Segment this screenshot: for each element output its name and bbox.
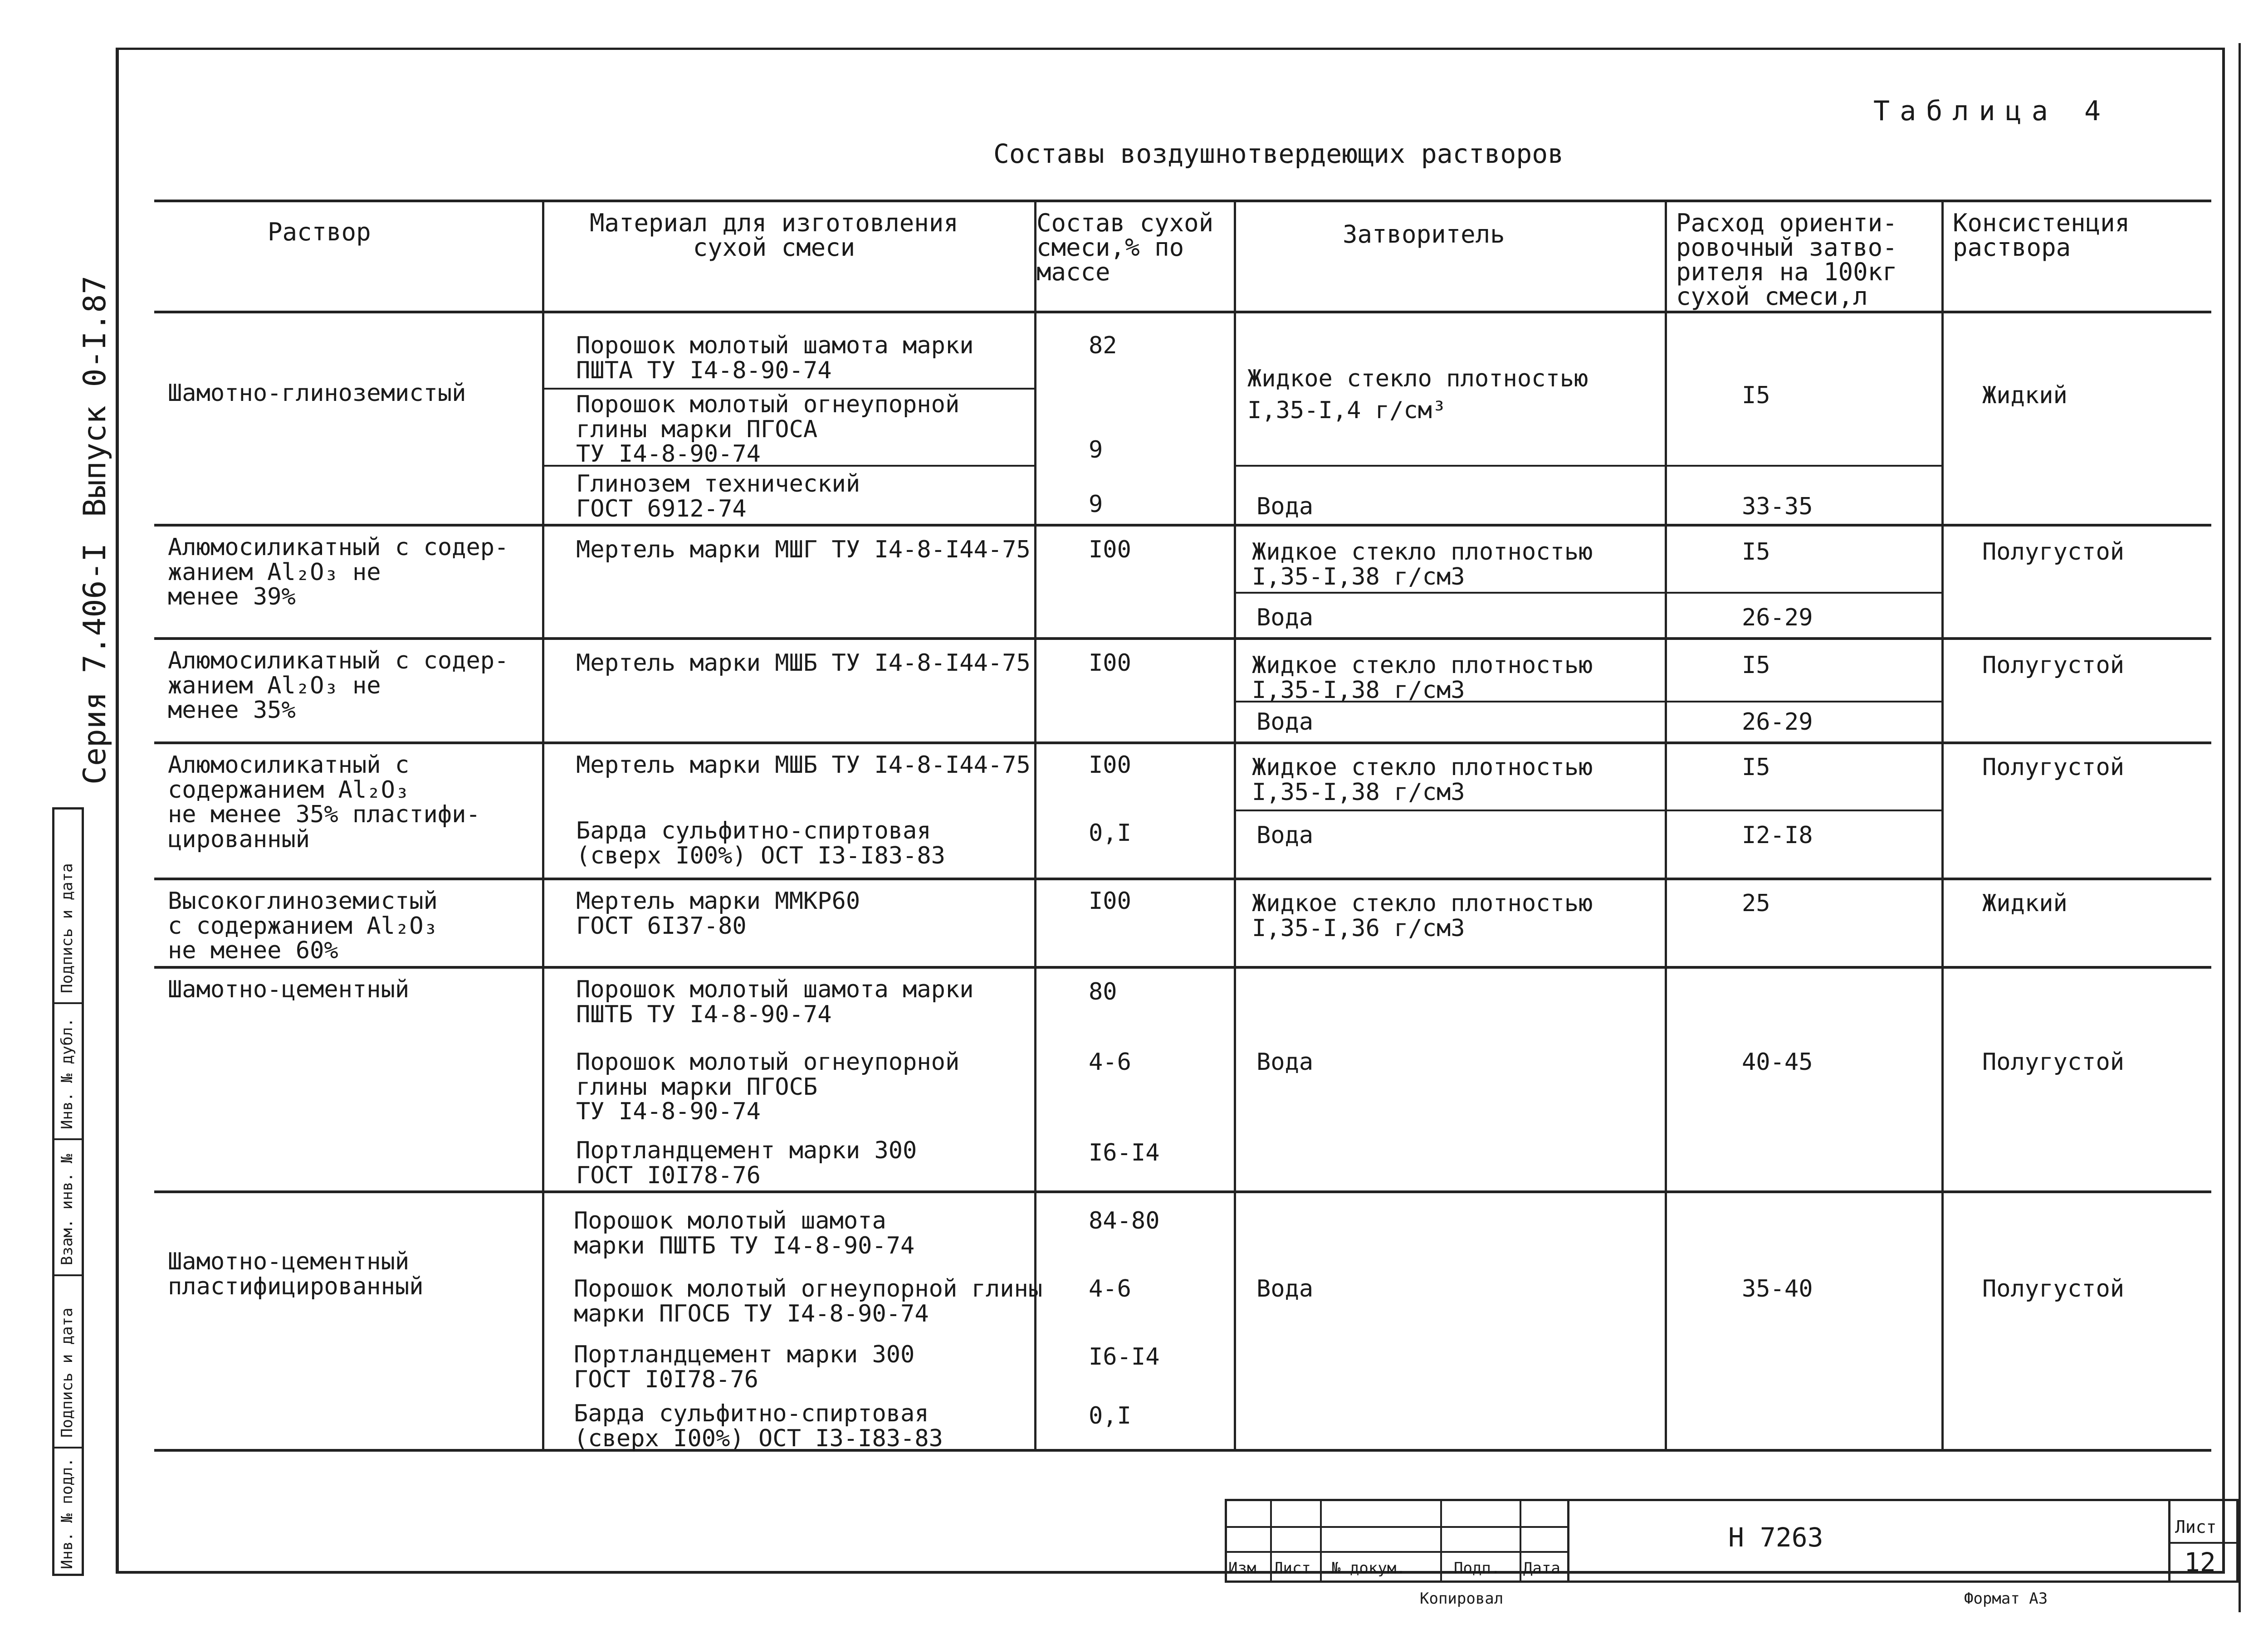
col-rule [1941, 200, 1944, 1449]
stamp-col-label: Подп. [1454, 1559, 1501, 1577]
material-cell: Порошок молотый огнеупорной глины марки ПГОСБ ТУ I4-8-90-74 [576, 1049, 960, 1126]
header-consumption: Расход ориенти- ровочный затво- рителя на 100кг сухой смеси,л [1676, 209, 1897, 311]
material-cell: Портландцемент марки 300 ГОСТ I0I78-76 [576, 1137, 917, 1189]
consistency-cell: Полугустой [1982, 1049, 2125, 1076]
material-cell: Барда сульфитно-спиртовая (сверх I00%) ОСТ I3-I83-83 [574, 1400, 943, 1452]
binder-cell: Вода [1256, 604, 1314, 631]
consistency-cell: Полугустой [1982, 1275, 2125, 1302]
composition-cell: I00 [1089, 888, 1131, 915]
stamp-rule [1320, 1499, 1322, 1583]
binder-cell: Вода [1256, 493, 1314, 520]
material-cell: Мертель марки МШБ ТУ I4-8-I44-75 [576, 649, 1031, 677]
cell-rule [1236, 465, 1944, 467]
sheet-label: Лист [2175, 1517, 2217, 1537]
cell-rule [1236, 592, 1944, 594]
composition-cell: 84-80 [1089, 1207, 1160, 1234]
col-rule [1665, 200, 1667, 1449]
material-cell: Портландцемент марки 300 ГОСТ I0I78-76 [574, 1341, 915, 1393]
binder-cell: Вода [1256, 1049, 1314, 1076]
copied-label: Копировал [1420, 1590, 1504, 1608]
binder-cell: Жидкое стекло плотностью I,35-I,36 г/см3 [1252, 890, 1593, 942]
binder-cell: Вода [1256, 708, 1314, 736]
table-bottom-rule [154, 1449, 2211, 1452]
consumption-cell: 25 [1742, 890, 1770, 917]
binder-cell: Жидкое стекло плотностью I,35-I,38 г/см3 [1252, 754, 1593, 806]
consistency-cell: Жидкий [1982, 890, 2068, 917]
col-rule [542, 200, 544, 1449]
header-composition: Состав сухой смеси,% по массе [1036, 209, 1214, 286]
stamp-rule [1225, 1551, 1569, 1553]
stamp-rule [2168, 1499, 2170, 1583]
composition-cell: 4-6 [1089, 1049, 1131, 1076]
stamp-rule [2168, 1542, 2239, 1544]
consumption-cell: 33-35 [1742, 493, 1813, 520]
material-cell: Порошок молотый огнеупорной глины марки ПГОСБ ТУ I4-8-90-74 [574, 1275, 1043, 1327]
material-cell: Мертель марки МШГ ТУ I4-8-I44-75 [576, 536, 1031, 563]
composition-cell: I6-I4 [1089, 1139, 1160, 1166]
sheet-number: 12 [2184, 1547, 2216, 1578]
row-rule [154, 1190, 2211, 1193]
cell-rule [1236, 810, 1944, 811]
solution-cell: Алюмосиликатный с содер- жанием Al₂O₃ не менее 35% [168, 647, 509, 724]
format-label: Формат А3 [1964, 1590, 2048, 1608]
strip-label: Подпись и дата [58, 1307, 76, 1438]
material-cell: Порошок молотый шамота марки ПШТБ ТУ I4-8-90-74 [576, 976, 974, 1028]
consumption-cell: I5 [1742, 652, 1770, 679]
consistency-cell: Жидкий [1982, 382, 2068, 409]
stamp-rule [1270, 1499, 1272, 1583]
material-cell: Порошок молотый шамота марки ПШТБ ТУ I4-8-90-74 [574, 1207, 915, 1259]
consumption-cell: I5 [1742, 538, 1770, 566]
material-cell: Порошок молотый шамота марки ПШТА ТУ I4-8-90-74 [576, 332, 974, 384]
consistency-cell: Полугустой [1982, 652, 2125, 679]
composition-cell: 9 [1089, 436, 1103, 463]
composition-cell: I6-I4 [1089, 1343, 1160, 1371]
binder-cell: Жидкое стекло плотностью I,35-I,38 г/см3 [1252, 652, 1593, 704]
stamp-col-label: Лист [1274, 1559, 1311, 1577]
stamp-col-label: Дата [1523, 1559, 1560, 1577]
row-rule [154, 524, 2211, 527]
consumption-cell: I5 [1742, 754, 1770, 781]
binder-cell: Вода [1256, 1275, 1314, 1302]
composition-cell: 82 [1089, 332, 1117, 359]
solution-cell: Высокоглиноземистый с содержанием Al₂O₃ не менее 60% [168, 888, 438, 965]
stamp-col-label: Изм [1228, 1559, 1256, 1577]
composition-cell: 0,I [1089, 819, 1131, 847]
strip-divider [52, 1002, 84, 1004]
solution-cell: Шамотно-цементный [168, 976, 410, 1003]
issue-label: Выпуск 0-I.87 [77, 275, 113, 517]
strip-divider [52, 1447, 84, 1449]
binder-cell: Вода [1256, 822, 1314, 849]
strip-divider [52, 1138, 84, 1140]
strip-label: Взам. инв. № [58, 1154, 76, 1265]
table-top-rule [154, 200, 2211, 202]
composition-cell: 9 [1089, 491, 1103, 518]
strip-label: Инв. № дубл. [58, 1018, 76, 1129]
binder-cell: Жидкое стекло плотностью I,35-I,4 г/см³ [1247, 365, 1589, 424]
consumption-cell: I2-I8 [1742, 822, 1813, 849]
stamp-rule [1225, 1526, 1569, 1528]
material-cell: Глинозем технический ГОСТ 6912-74 [576, 470, 860, 522]
consumption-cell: I5 [1742, 382, 1770, 409]
solution-cell: Алюмосиликатный с содер- жанием Al₂O₃ не менее 39% [168, 534, 509, 611]
composition-cell: I00 [1089, 536, 1131, 563]
document-code: Н 7263 [1728, 1522, 1823, 1553]
consumption-cell: 26-29 [1742, 604, 1813, 631]
composition-cell: 0,I [1089, 1402, 1131, 1429]
series-label: Серия 7.406-I [77, 543, 113, 785]
header-bottom-rule [154, 311, 2211, 313]
material-cell: Барда сульфитно-спиртовая (сверх I00%) ОСТ I3-I83-83 [576, 817, 945, 869]
table-title: Составы воздушнотвердеющих растворов [993, 138, 1564, 169]
stamp-col-label: № докум. [1331, 1559, 1406, 1577]
designation-box [1567, 1499, 2239, 1583]
row-rule [154, 637, 2211, 640]
consistency-cell: Полугустой [1982, 538, 2125, 566]
binder-cell: Жидкое стекло плотностью I,35-I,38 г/см3 [1252, 538, 1593, 590]
header-consistency: Консистенция раствора [1953, 209, 2130, 262]
material-cell: Мертель марки ММКР60 ГОСТ 6I37-80 [576, 888, 860, 940]
consumption-cell: 40-45 [1742, 1049, 1813, 1076]
outer-border-line [2239, 43, 2241, 1612]
composition-cell: 4-6 [1089, 1275, 1131, 1302]
stamp-rule [1440, 1499, 1442, 1583]
header-binder: Затворитель [1343, 220, 1505, 249]
table-number: Таблица 4 [1873, 95, 2111, 127]
consistency-cell: Полугустой [1982, 754, 2125, 781]
material-cell: Порошок молотый огнеупорной глины марки ПГОСА ТУ I4-8-90-74 [576, 391, 960, 468]
col-rule [1034, 200, 1036, 1449]
strip-divider [52, 1274, 84, 1276]
solution-cell: Шамотно-цементный пластифицированный [168, 1248, 424, 1300]
header-material: Материал для изготовления сухой смеси [590, 209, 958, 262]
solution-cell: Шамотно-глиноземистый [168, 380, 466, 407]
composition-cell: I00 [1089, 751, 1131, 779]
strip-label: Подпись и дата [58, 863, 76, 993]
row-rule [154, 878, 2211, 880]
row-rule [154, 966, 2211, 969]
stamp-rule [1520, 1499, 1521, 1583]
composition-cell: I00 [1089, 649, 1131, 677]
consumption-cell: 26-29 [1742, 708, 1813, 736]
composition-cell: 80 [1089, 978, 1117, 1005]
row-rule [154, 741, 2211, 744]
strip-label: Инв. № подл. [58, 1458, 76, 1569]
solution-cell: Алюмосиликатный с содержанием Al₂O₃ не менее 35% пластифи- цированный [168, 751, 480, 853]
consumption-cell: 35-40 [1742, 1275, 1813, 1302]
col-rule [1234, 200, 1236, 1449]
cell-rule [544, 388, 1034, 390]
header-solution: Раствор [268, 218, 371, 246]
material-cell: Мертель марки МШБ ТУ I4-8-I44-75 [576, 751, 1031, 779]
